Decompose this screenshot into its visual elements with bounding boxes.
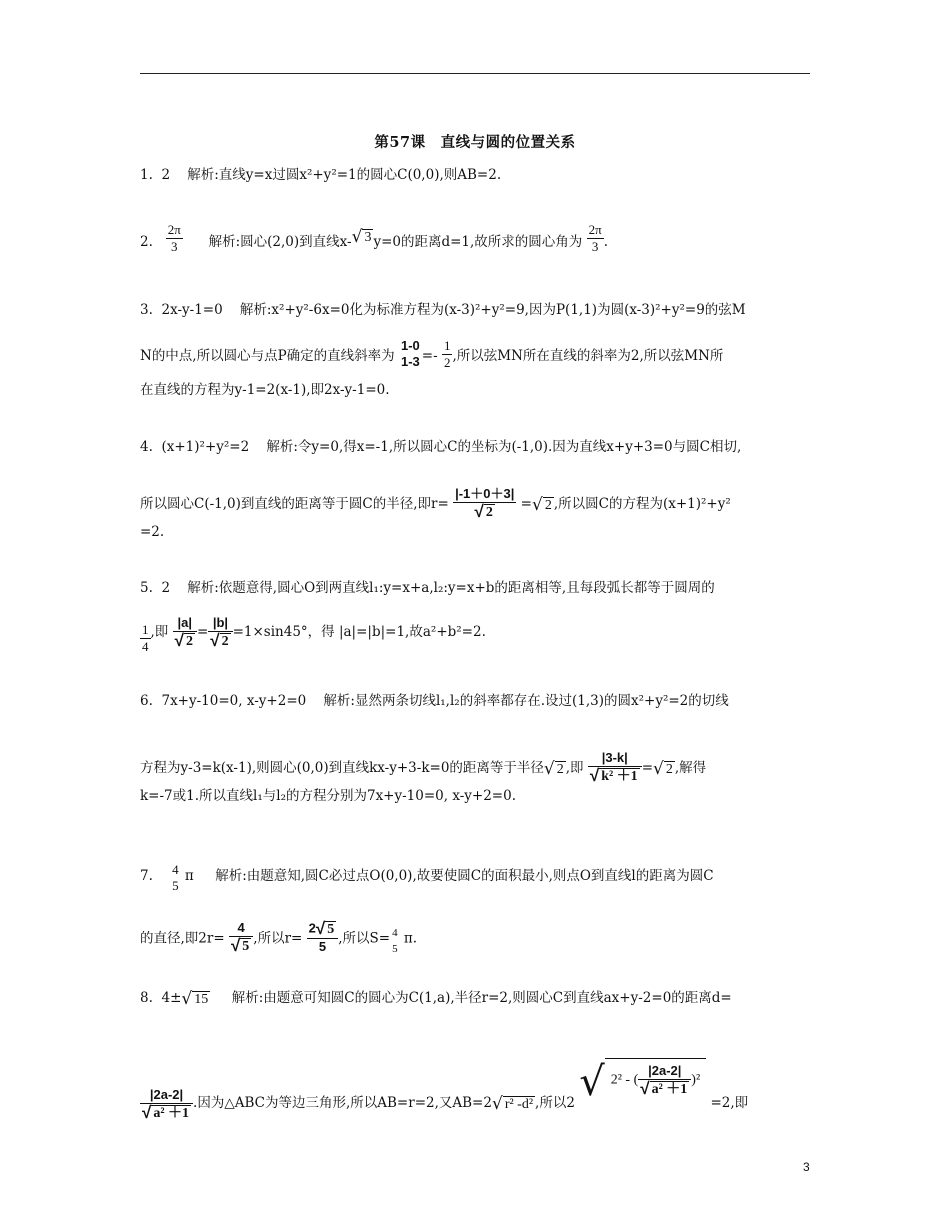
list-item: 8. 4± √ 15 解析:由题意可知圆C的圆心为C(1,a),半径r=2,则圆心C到直线ax+y-2=0的距离d= [140,988,732,1009]
sqrt: √ 3 [351,227,372,247]
list-item-cont: 所以圆心C(-1,0)到直线的距离等于圆C的半径,即r= |-1＋0＋3| √ 2 = √ 2 ,所以圆C的方程为(x+1)²+y² [140,486,731,521]
fraction: $\frac{1}{4}$ [142,622,149,654]
fraction: 4 √ 5 [229,920,253,955]
header-rule [140,73,810,74]
fraction: |b| √ 2 [208,615,232,650]
fraction: |2a-2| √ a² ＋1 [140,1087,193,1122]
sqrt: √ r² -d² [491,1093,534,1114]
page-number: 3 [803,1160,810,1174]
fraction: $\frac{2\pi}{3}$ [588,222,602,254]
list-item-cont: 的直径,即2r= 4 √ 5 ,所以r= 2 √ 5 5 ,所以S= 4 5 π. [140,919,418,956]
fraction: 2 √ 5 5 [307,920,339,955]
list-item-cont: k=-7或1.所以直线l₁与l₂的方程分别为7x+y-10=0, x-y+2=0. [140,788,517,804]
list-item-cont: $\frac{1}{4}$ ,即 |a| √ 2 = |b| √ 2 =1×sin45°，得 |a|=|b|=1,故a²+b²=2. [142,615,486,654]
sqrt: √ 2 [543,758,564,779]
list-item: 7. 4 5 π 解析:由题意知,圆C必过点O(0,0),故要使圆C的面积最小,则点O到直线l的距离为圆C [140,862,714,893]
page-title: 第57课 直线与圆的位置关系 [374,134,576,151]
list-item: 2. $\frac{2\pi}{3}$ 解析:圆心(2,0)到直线x- √ 3 y=0的距离d=1,故所求的圆心角为 $\frac{2\pi}{3}$ . [140,222,608,254]
list-item-cont: N的中点,所以圆心与点P确定的直线斜率为 1-0 1-3 =- $\frac{1}{2}$ ,所以弦MN所在直线的斜率为2,所以弦MN所 [140,338,724,370]
list-item-cont: 在直线的方程为y-1=2(x-1),即2x-y-1=0. [140,382,390,398]
list-item-cont: |2a-2| √ a² ＋1 .因为△ABC为等边三角形,所以AB=r=2,又AB=2 √ r² -d² ,所以2 √ 2² - ( |2a-2| √ a² ＋1 )² =2,即 [142,1059,749,1122]
fraction: 1-0 1-3 [400,338,420,369]
list-item: 6. 7x+y-10=0, x-y+2=0 解析:显然两条切线l₁,l₂的斜率都存在.设过(1,3)的圆x²+y²=2的切线 [140,693,729,709]
fraction: 4 5 [392,927,398,956]
fraction: $\frac{2\pi}{3}$ [167,222,181,254]
fraction: |3-k| √ k² ＋1 [588,750,642,785]
fraction: |-1＋0＋3| √ 2 [455,486,515,521]
sqrt: √ 2 [531,494,552,515]
list-item: 1. 2 解析:直线y=x过圆x²+y²=1的圆心C(0,0),则AB=2. [140,167,502,183]
list-item: 5. 2 解析:依题意得,圆心O到两直线l₁:y=x+a,l₂:y=x+b的距离相等,且每段弧长都等于圆周的 [140,580,715,596]
sqrt: √ 15 [181,988,209,1009]
list-item: 4. (x+1)²+y²=2 解析:令y=0,得x=-1,所以圆心C的坐标为(-1,0).因为直线x+y+3=0与圆C相切, [140,439,742,455]
list-item-cont: 方程为y-3=k(x-1),则圆心(0,0)到直线kx-y+3-k=0的距离等于半径 √ 2 ,即 |3-k| √ k² ＋1 = √ 2 ,解得 [140,750,707,785]
nested-sqrt: √ 2² - ( |2a-2| √ a² ＋1 )² [579,1058,706,1102]
fraction: |a| √ 2 [173,615,197,650]
list-item-cont: =2. [140,524,165,540]
fraction: 4 5 [172,862,179,893]
fraction: $\frac{1}{2}$ [443,338,451,370]
sqrt: √ 2 [653,758,673,779]
list-item: 3. 2x-y-1=0 解析:x²+y²-6x=0化为标准方程为(x-3)²+y²=9,因为P(1,1)为圆(x-3)²+y²=9的弦M [140,302,746,318]
